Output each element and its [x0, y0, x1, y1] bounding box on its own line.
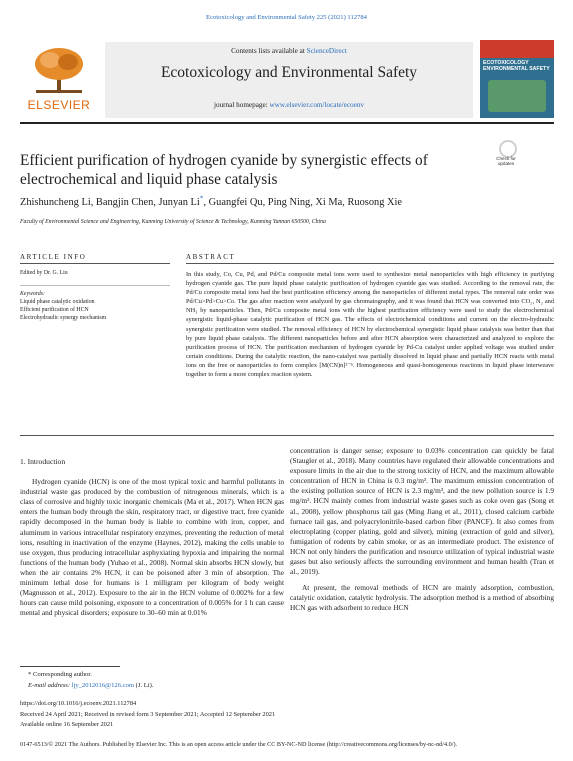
received-dates: Received 24 April 2021; Received in revised form 3 September 2021; Accepted 12 September 2021 [20, 711, 276, 718]
elsevier-tree-icon [30, 44, 88, 96]
footnote-rule [20, 666, 120, 667]
intro-paragraph-1-cont: concentration is danger sense; exposure to 0.03% concentration can quickly be fatal (Staugler et al., 2018). Many countries have regulated their allowable concentrations and exposure limits in the air due to the strong toxicity of HCN, and the maximum allowable concentration of HCN in China is 0.3 mg/m³. The maximum emission concentration of the existing pollution source of HCN is 2.3 mg/m³, and the new pollution source is 1.9 mg/m³. HCN mainly comes from industrial waste gases such as coke oven gas (Song et al., 2008), yellow phosphorus tail gas (Ming Jiang et al., 2011), closed calcium carbide furnace tail gas, and polyacrylonitrile-based carbon fiber (PANCF). It also comes from electroplating (copper plating, gold and silver), mining (extraction of gold and silver), fumigation of rodents by cabin smoke, or as an intermediate product. The existence of HCN not only hinders the purification and resource utilization of typical industrial waste gases but also seriously affects the surrounding environment and human health (Tran et al., 2019). [290, 446, 554, 577]
edited-by: Edited by Dr. G. Liu [20, 270, 68, 276]
affiliation: Faculty of Environmental Science and Engineering, Kunming University of Science & Technology, Kunming Yunnan 650500, China [20, 219, 326, 225]
header-rule [20, 122, 554, 124]
keyword-item: Efficient purification of HCN [20, 307, 89, 313]
license-note: 0147-6513/© 2021 The Authors. Published by Elsevier Inc. This is an open access article under the CC BY-NC-ND license (http://creativecommons.org/licenses/by-nc-nd/4.0/). [20, 741, 458, 748]
abstract-text: In this study, Co, Cu, Pd, and Pd/Cu composite metal ions were used to synthesize metal nanoparticles with high efficiency in purifying hydrogen cyanide gas. The pure liquid phase catalytic purification of hydrogen cyanide gas was studied. According to the removal rate, the Pd/Cu composite metal ions had the best purification efficiency among the nanoparticles of different metal types. The removal rate order was Pd/Cu>Pd>Cu>Co. The gas after reaction were analyzed by gas chromatography, and it was found that HCN was converted into CO₂, N₂ and NH₃ by nanoparticles. Then, Pd/Cu composite metal ions with the highest purification efficiency were used to study the electrochemical synergistic liquid-phase catalytic purification of HCN gas. The effects of electrochemical conditions and current on the electro-hydraulic synergistic purification were studied. The removal efficiency of HCN by electrochemical synergistic liquid phase catalysis was better than that by pure liquid phase catalysis. The different nanoparticles before and after HCN absorption were characterized and analyzed to explore the purification process of HCN. The purification mechanism of hydrogen cyanide by Pd-Cu catalyst under applied voltage was studied under certain conditions. During the catalytic reaction, the nano-catalyst was partially dissolved in liquid phase and partially HCN reacts with metal ions on the free or nanoparticles to form complex [M(CN)n]²⁻ⁿ. Homogeneous and quasi-homogeneous reactions in liquid phase interweave together to form a more complex reaction system. [186, 271, 554, 379]
homepage-prefix: journal homepage: [213, 101, 270, 109]
keyword-item: Electrohydraulic synergy mechanism [20, 315, 107, 321]
author-list [20, 194, 540, 208]
running-header[interactable]: Ecotoxicology and Environmental Safety 225 (2021) 112784 [206, 14, 367, 21]
abstract-heading: ABSTRACT [186, 253, 236, 261]
authors-first: Zhishuncheng Li, Bangjin Chen, Junyan Li [20, 197, 200, 208]
elsevier-wordmark: ELSEVIER [27, 98, 91, 112]
contents-prefix: Contents lists available at [231, 47, 307, 55]
journal-cover-thumbnail[interactable] [480, 40, 554, 118]
keyword-item: Liquid phase catalytic oxidation [20, 299, 95, 305]
corresponding-mark[interactable]: * [199, 194, 204, 203]
contents-line [105, 47, 473, 55]
check-updates-label[interactable]: Check for updates [496, 156, 516, 167]
article-title [20, 151, 480, 189]
journal-title: Ecotoxicology and Environmental Safety [160, 64, 418, 81]
authors-rest: , Guangfei Qu, Ping Ning, Xi Ma, Ruosong Xie [203, 197, 403, 208]
intro-paragraph-2: At present, the removal methods of HCN are mainly adsorption, combustion, catalytic oxidation, catalytic hydrolysis. The adsorption method is a method of absorbing HCN gas with adsorbent to reduce HCN [290, 583, 554, 613]
keywords-label: Keywords: [20, 291, 45, 297]
cover-banner [480, 40, 554, 58]
email-suffix: (J. Li). [134, 682, 154, 689]
section-title: 1. Introduction [20, 457, 66, 466]
available-online: Available online 16 September 2021 [20, 721, 114, 728]
sciencedirect-link[interactable]: ScienceDirect [306, 47, 347, 55]
email-note [28, 682, 153, 689]
body-column-left [20, 457, 284, 618]
abstract-rule [186, 263, 554, 264]
body-column-right [290, 446, 554, 614]
intro-paragraph-1: Hydrogen cyanide (HCN) is one of the most typical toxic and harmful pollutants in industrial waste gas produced by the combustion of nitrogenous minerals, which is a class of corrosive and highly toxic inorganic chemicals (Ma et al., 2017). When HCN gas enters the human body through the skin, respiratory tract, or digestive tract, free cyanide rapidly decomposed in the human body is liable to combine with iron, copper, and aluminum in various intracellular respiratory enzymes, preventing the reduction of metal ions, resulting in inactivation of the enzyme (Haynes, 2012), making the cells unable to use oxygen, thus producing intracellular asphyxiating hypoxia and impairing the normal functions of the human body (Yuhao et al., 2008). Normal skin absorbs HCN slowly, but when the air contains 2% HCN, it can be poisoned after 3 min of absorption. The minimum lethal dose for humans is 1 milligram per kilogram of body weight (Magnusson et al., 2012). Exposure to the air in the HCN volume of 0.002% for a few hours can cause mild poisoning, exposure to a concentration of 0.005% for 1 h can cause mental and physical disorders; exposure to 30–60 min at 0.01% [20, 477, 284, 618]
homepage-line [105, 101, 473, 109]
email-link[interactable]: ljy_2012016@126.com [71, 682, 135, 689]
article-info-rule [20, 263, 170, 264]
title-line-2: electrochemical and liquid phase catalysis [20, 171, 278, 188]
doi-link[interactable]: https://doi.org/10.1016/j.ecoenv.2021.112784 [20, 700, 137, 707]
article-info-heading: ARTICLE INFO [20, 253, 87, 261]
corresponding-author-note: * Corresponding author. [28, 671, 92, 678]
article-info-divider [20, 285, 170, 286]
cover-title: ECOTOXICOLOGY ENVIRONMENTAL SAFETY [483, 60, 550, 72]
abstract-bottom-rule [20, 435, 554, 436]
title-line-1: Efficient purification of hydrogen cyanide by synergistic effects of [20, 152, 428, 169]
email-label: E-mail address: [28, 682, 72, 689]
cover-image [488, 80, 546, 112]
homepage-link[interactable]: www.elsevier.com/locate/ecoenv [269, 101, 365, 109]
